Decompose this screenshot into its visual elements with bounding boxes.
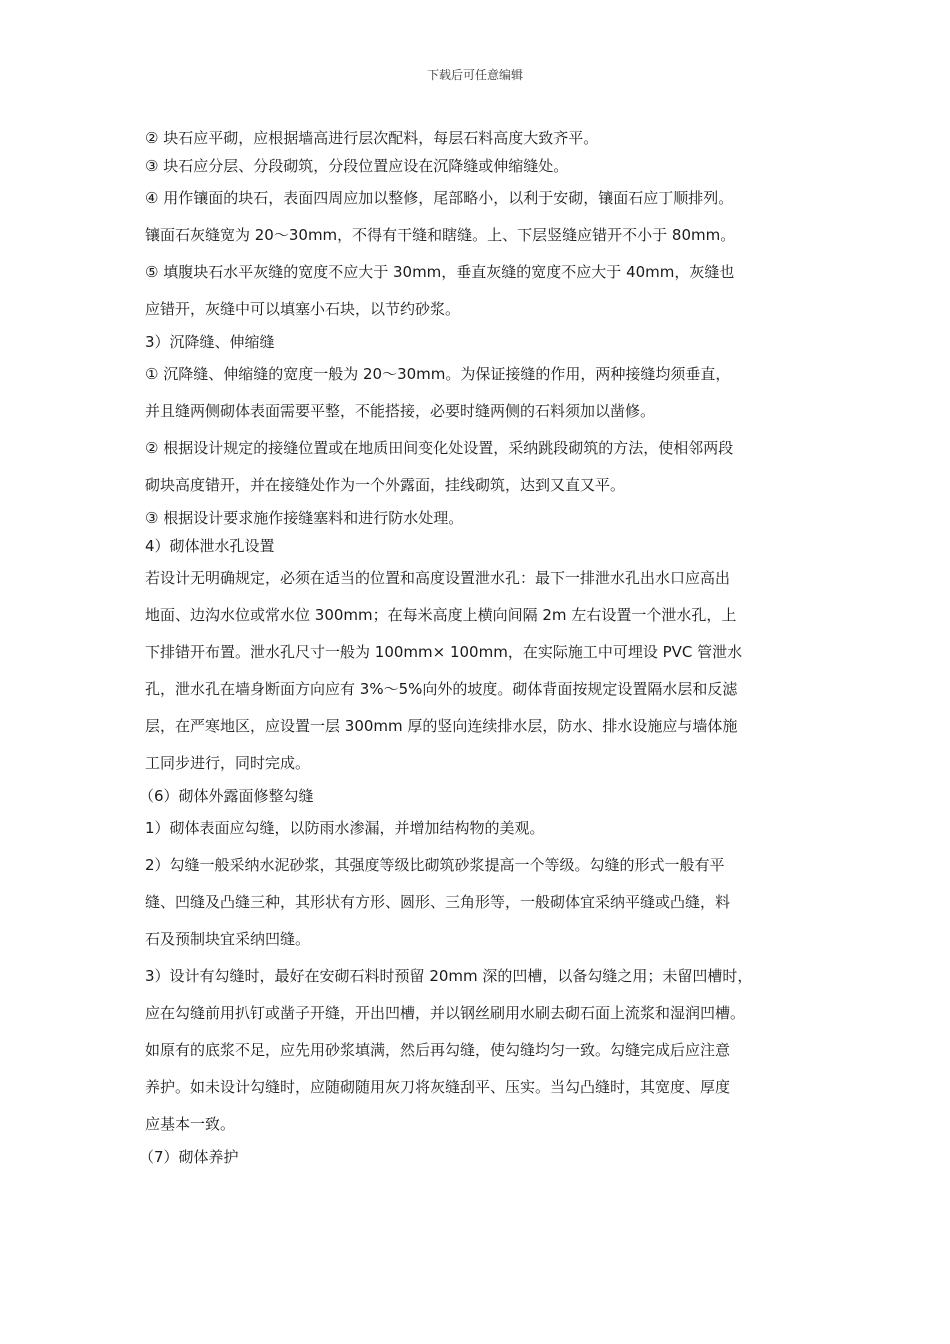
paragraph-line: 应基本一致。 bbox=[145, 1115, 236, 1133]
paragraph-line: ① 沉降缝、伸缩缝的宽度一般为 20～30mm。为保证接缝的作用，两种接缝均须垂直， bbox=[145, 365, 731, 383]
section-heading: 4）砌体泄水孔设置 bbox=[145, 537, 275, 555]
paragraph-line: 缝、凹缝及凸缝三种，其形状有方形、圆形、三角形等，一般砌体宜采纳平缝或凸缝，料 bbox=[145, 893, 731, 911]
paragraph-line: ③ 块石应分层、分段砌筑，分段位置应设在沉降缝或伸缩缝处。 bbox=[145, 157, 569, 175]
paragraph-line: ⑤ 填腹块石水平灰缝的宽度不应大于 30mm，垂直灰缝的宽度不应大于 40mm，灰缝也 bbox=[145, 263, 735, 281]
paragraph-line: 镶面石灰缝宽为 20～30mm，不得有干缝和瞎缝。上、下层竖缝应错开不小于 80mm。 bbox=[145, 226, 736, 244]
paragraph-line: 砌块高度错开，并在接缝处作为一个外露面，挂线砌筑，达到又直又平。 bbox=[145, 476, 626, 494]
paragraph-line: 1）砌体表面应勾缝，以防雨水渗漏，并增加结构物的美观。 bbox=[145, 819, 545, 837]
paragraph-line: 孔，泄水孔在墙身断面方向应有 3%～5%向外的坡度。砌体背面按规定设置隔水层和反滤 bbox=[145, 680, 738, 698]
paragraph-line: 石及预制块宜采纳凹缝。 bbox=[145, 930, 311, 948]
paragraph-line: 工同步进行，同时完成。 bbox=[145, 754, 311, 772]
paragraph-line: 并且缝两侧砌体表面需要平整，不能搭接，必要时缝两侧的石料须加以凿修。 bbox=[145, 402, 656, 420]
document-body bbox=[139, 124, 817, 1171]
section-heading: （7）砌体养护 bbox=[139, 1148, 239, 1166]
paragraph-line: 层，在严寒地区，应设置一层 300mm 厚的竖向连续排水层，防水、排水设施应与墙体施 bbox=[145, 717, 738, 735]
paragraph-line: 3）设计有勾缝时，最好在安砌石料时预留 20mm 深的凹槽，以备勾缝之用；未留凹槽时， bbox=[145, 967, 753, 985]
paragraph-line: ③ 根据设计要求施作接缝塞料和进行防水处理。 bbox=[145, 509, 464, 527]
paragraph-line: 下排错开布置。泄水孔尺寸一般为 100mm× 100mm，在实际施工中可埋设 PVC 管泄水 bbox=[145, 643, 743, 661]
paragraph-line: 地面、边沟水位或常水位 300mm；在每米高度上横向间隔 2m 左右设置一个泄水孔，上 bbox=[145, 606, 737, 624]
paragraph-line: ④ 用作镶面的块石，表面四周应加以整修，尾部略小，以利于安砌，镶面石应丁顺排列。 bbox=[145, 189, 734, 207]
paragraph-line: 养护。如未设计勾缝时，应随砌随用灰刀将灰缝刮平、压实。当勾凸缝时，其宽度、厚度 bbox=[145, 1078, 731, 1096]
paragraph-line: 2）勾缝一般采纳水泥砂浆，其强度等级比砌筑砂浆提高一个等级。勾缝的形式一般有平 bbox=[145, 856, 725, 874]
paragraph-line: ② 块石应平砌，应根据墙高进行层次配料，每层石料高度大致齐平。 bbox=[145, 129, 599, 147]
paragraph-line: ② 根据设计规定的接缝位置或在地质田间变化处设置，采纳跳段砌筑的方法，使相邻两段 bbox=[145, 439, 734, 457]
paragraph-line: 如原有的底浆不足，应先用砂浆填满，然后再勾缝，使勾缝均匀一致。勾缝完成后应注意 bbox=[145, 1041, 731, 1059]
page-header: 下载后可任意编辑 bbox=[426, 68, 523, 82]
paragraph-line: 若设计无明确规定，必须在适当的位置和高度设置泄水孔：最下一排泄水孔出水口应高出 bbox=[145, 569, 731, 587]
paragraph-line: 应错开，灰缝中可以填塞小石块，以节约砂浆。 bbox=[145, 300, 461, 318]
paragraph-line: 应在勾缝前用扒钉或凿子开缝，开出凹槽，并以钢丝刷用水刷去砌石面上流浆和湿润凹槽。 bbox=[145, 1004, 746, 1022]
section-heading: 3）沉降缝、伸缩缝 bbox=[145, 333, 275, 351]
section-heading: （6）砌体外露面修整勾缝 bbox=[139, 787, 314, 805]
